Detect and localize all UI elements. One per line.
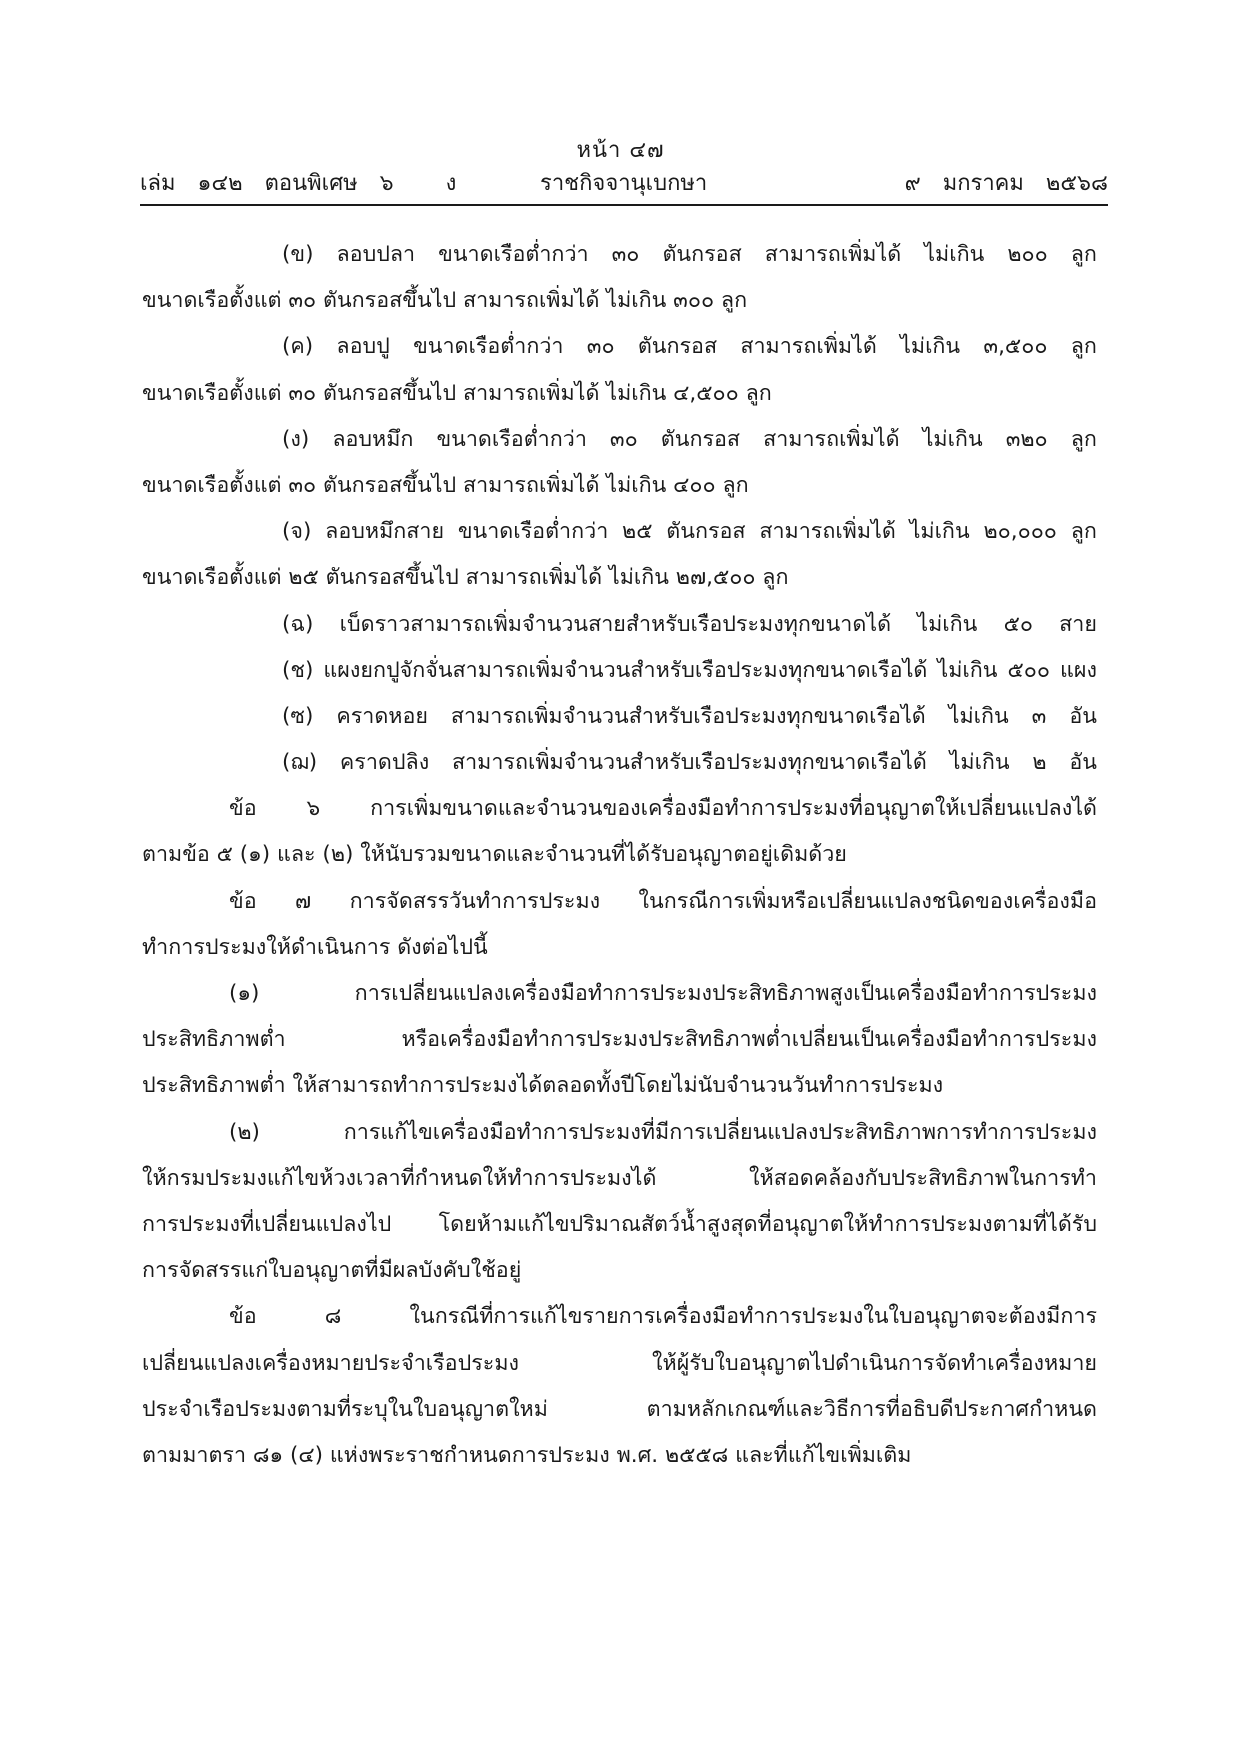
text-word: ๓๐	[586, 334, 615, 360]
text-word: ๕๐๐	[1007, 657, 1051, 683]
text-word: ๓๒๐	[1005, 426, 1048, 452]
text-line	[142, 1433, 1097, 1479]
text-line-content: ขนาดเรือตั้งแต่ ๓๐ ตันกรอสขึ้นไป สามารถเพิ่มได้ ไม่เกิน ๔๐๐ ลูก	[142, 472, 749, 498]
text-line	[142, 324, 1097, 370]
text-word: ตันกรอส	[662, 242, 742, 267]
issue-info	[140, 165, 456, 200]
text-word: (ข)	[282, 242, 314, 267]
text-line-content: ทำการประมงให้ดำเนินการ ดังต่อไปนี้	[142, 934, 488, 960]
text-word: ไม่เกิน	[948, 703, 1009, 729]
text-word: แผงยกปูจักจั่นสามารถเพิ่มจำนวนสำหรับเรือประมงทุกขนาดเรือได้	[323, 657, 928, 683]
text-word: ไม่เกิน	[949, 750, 1010, 776]
section-letter: ง	[445, 171, 457, 196]
text-word: หรือเครื่องมือทำการประมงประสิทธิภาพต่ำเปลี่ยนเป็นเครื่องมือทำการประมง	[401, 1027, 1097, 1053]
text-word: ไม่เกิน	[924, 242, 985, 267]
text-word: ลอบหมึก	[332, 426, 414, 452]
text-word: ไม่เกิน	[900, 334, 961, 360]
text-word: ๗	[295, 888, 312, 914]
text-word: ๓๐	[611, 242, 640, 267]
text-word: ในกรณีการเพิ่มหรือเปลี่ยนแปลงชนิดของเครื่องมือ	[638, 888, 1097, 914]
text-word: การจัดสรรวันทำการประมง	[349, 888, 601, 914]
text-word: (จ)	[282, 519, 312, 545]
text-line	[142, 786, 1097, 832]
text-word: ไม่เกิน	[922, 426, 983, 452]
text-word: สามารถเพิ่มจำนวนสำหรับเรือประมงทุกขนาดเรือได้	[450, 703, 926, 729]
text-word: ให้สอดคล้องกับประสิทธิภาพในการทำ	[749, 1165, 1097, 1191]
text-word: ขนาดเรือต่ำกว่า	[413, 334, 564, 360]
text-line-content: ขนาดเรือตั้งแต่ ๓๐ ตันกรอสขึ้นไป สามารถเพิ่มได้ ไม่เกิน ๓๐๐ ลูก	[142, 288, 748, 314]
text-line	[142, 1110, 1097, 1156]
text-line	[142, 1063, 1097, 1109]
text-word: ประจำเรือประมงตามที่ระบุในใบอนุญาตใหม่	[142, 1396, 548, 1422]
text-line	[142, 1156, 1097, 1202]
text-line	[142, 879, 1097, 925]
text-word: โดยห้ามแก้ไขปริมาณสัตว์น้ำสูงสุดที่อนุญาตให้ทำการประมงตามที่ได้รับ	[438, 1211, 1097, 1237]
document-body	[142, 232, 1097, 1479]
text-word: การแก้ไขเครื่องมือทำการประมงที่มีการเปลี่ยนแปลงประสิทธิภาพการทำการประมง	[343, 1119, 1097, 1145]
text-word: เบ็ดราวสามารถเพิ่มจำนวนสายสำหรับเรือประมงทุกขนาดได้	[339, 611, 892, 637]
text-word: ขนาดเรือต่ำกว่า	[457, 519, 609, 545]
text-line	[142, 1017, 1097, 1063]
text-word: ไม่เกิน	[917, 611, 978, 637]
text-line	[142, 509, 1097, 555]
text-word: ๓,๕๐๐	[983, 334, 1048, 360]
text-word: แผง	[1060, 657, 1097, 683]
text-word: ๒๐๐	[1007, 242, 1048, 267]
text-word: คราดหอย	[336, 703, 428, 729]
text-word: อัน	[1069, 703, 1097, 729]
text-word: ตันกรอส	[637, 334, 718, 360]
text-line	[142, 1294, 1097, 1340]
text-line-content: ขนาดเรือตั้งแต่ ๒๕ ตันกรอสขึ้นไป สามารถเพิ่มได้ ไม่เกิน ๒๗,๕๐๐ ลูก	[142, 565, 789, 591]
text-word: สามารถเพิ่มได้	[763, 426, 900, 452]
text-word: การประมงที่เปลี่ยนแปลงไป	[142, 1211, 392, 1237]
gazette-header	[140, 170, 1108, 206]
text-word: ๘	[324, 1304, 342, 1330]
text-line-content: ขนาดเรือตั้งแต่ ๓๐ ตันกรอสขึ้นไป สามารถเพิ่มได้ ไม่เกิน ๔,๕๐๐ ลูก	[142, 380, 772, 406]
text-word: ๓๐	[609, 426, 638, 452]
issue-number: ๖	[379, 171, 394, 196]
text-word: สามารถเพิ่มจำนวนสำหรับเรือประมงทุกขนาดเรือได้	[451, 750, 927, 776]
text-line	[142, 232, 1097, 278]
text-word: ขนาดเรือต่ำกว่า	[438, 242, 589, 267]
text-line	[142, 555, 1097, 601]
publication-name: ราชกิจจานุเบกษา	[540, 171, 708, 196]
text-word: ตันกรอส	[666, 519, 746, 545]
text-line	[142, 1341, 1097, 1387]
text-word: ตามหลักเกณฑ์และวิธีการที่อธิบดีประกาศกำหนด	[646, 1396, 1097, 1422]
text-word: ให้ผู้รับใบอนุญาตไปดำเนินการจัดทำเครื่องหมาย	[652, 1350, 1097, 1376]
text-word: ลอบปลา	[336, 242, 416, 267]
text-word: ข้อ	[229, 888, 257, 914]
text-line	[142, 648, 1097, 694]
text-word: ไม่เกิน	[909, 519, 970, 545]
text-line	[142, 971, 1097, 1017]
text-word: สามารถเพิ่มได้	[759, 519, 896, 545]
text-word: สาย	[1059, 611, 1097, 637]
text-line	[142, 1248, 1097, 1294]
text-line-content: ตามข้อ ๕ (๑) และ (๒) ให้นับรวมขนาดและจำนวนที่ได้รับอนุญาตอยู่เดิมด้วย	[142, 842, 847, 868]
page-number: หน้า ๔๗	[576, 138, 665, 163]
text-word: การเปลี่ยนแปลงเครื่องมือทำการประมงประสิทธิภาพสูงเป็นเครื่องมือทำการประมง	[354, 981, 1097, 1006]
text-word: เปลี่ยนแปลงเครื่องหมายประจำเรือประมง	[142, 1350, 519, 1376]
text-word: ๒๕	[622, 519, 653, 545]
text-word: ประสิทธิภาพต่ำ	[142, 1027, 286, 1053]
text-word: ลูก	[1070, 426, 1097, 452]
text-word: ข้อ	[229, 796, 257, 822]
text-word: คราดปลิง	[339, 750, 430, 776]
text-word: ให้กรมประมงแก้ไขห้วงเวลาที่กำหนดให้ทำการประมงได้	[142, 1165, 657, 1191]
text-word: ลูก	[1070, 334, 1097, 360]
text-word: ๖	[306, 796, 321, 822]
text-word: (๑)	[229, 981, 260, 1006]
text-word: ลูก	[1070, 519, 1097, 545]
text-line-content: ประสิทธิภาพต่ำ ให้สามารถทำการประมงได้ตลอดทั้งปีโดยไม่นับจำนวนวันทำการประมง	[142, 1073, 944, 1099]
text-word: (ช)	[282, 657, 314, 683]
text-word: (ค)	[282, 334, 314, 360]
text-line-content: การจัดสรรแก่ใบอนุญาตที่มีผลบังคับใช้อยู่	[142, 1258, 522, 1284]
date-day: ๙	[904, 171, 921, 196]
text-line	[142, 740, 1097, 786]
text-word: (ฉ)	[282, 611, 314, 637]
text-line	[142, 602, 1097, 648]
volume-label: เล่ม	[140, 171, 176, 196]
text-word: ข้อ	[229, 1304, 257, 1330]
text-word: ๒๐,๐๐๐	[983, 519, 1057, 545]
text-word: ตันกรอส	[660, 426, 741, 452]
text-line	[142, 417, 1097, 463]
text-word: (ง)	[282, 426, 310, 452]
text-line	[142, 371, 1097, 417]
text-line	[142, 832, 1097, 878]
text-word: (ซ)	[282, 703, 314, 729]
publication-date	[905, 165, 1108, 200]
text-line-content: ตามมาตรา ๘๑ (๔) แห่งพระราชกำหนดการประมง พ.ศ. ๒๕๕๘ และที่แก้ไขเพิ่มเติม	[142, 1442, 912, 1468]
text-word: ลอบปู	[336, 334, 390, 360]
text-line	[142, 694, 1097, 740]
text-line	[142, 1387, 1097, 1433]
text-line	[142, 925, 1097, 971]
text-word: ลอบหมึกสาย	[325, 519, 445, 545]
date-month: มกราคม	[942, 171, 1024, 196]
text-word: ๒	[1032, 750, 1047, 776]
text-word: ๕๐	[1003, 611, 1033, 637]
issue-label: ตอนพิเศษ	[264, 171, 358, 196]
volume-number: ๑๔๒	[197, 171, 243, 196]
text-word: (๒)	[229, 1119, 260, 1145]
text-line	[142, 1202, 1097, 1248]
text-word: สามารถเพิ่มได้	[740, 334, 877, 360]
text-line	[142, 463, 1097, 509]
text-word: ไม่เกิน	[937, 657, 998, 683]
text-line	[142, 278, 1097, 324]
text-word: ในกรณีที่การแก้ไขรายการเครื่องมือทำการประมงในใบอนุญาตจะต้องมีการ	[409, 1304, 1097, 1330]
text-word: ลูก	[1070, 242, 1097, 267]
text-word: (ฌ)	[282, 750, 318, 776]
text-word: สามารถเพิ่มได้	[764, 242, 902, 267]
text-word: ๓	[1031, 703, 1047, 729]
text-word: การเพิ่มขนาดและจำนวนของเครื่องมือทำการประมงที่อนุญาตให้เปลี่ยนแปลงได้	[370, 796, 1097, 822]
text-word: ขนาดเรือต่ำกว่า	[436, 426, 587, 452]
date-year: ๒๕๖๘	[1045, 171, 1108, 196]
text-word: อัน	[1069, 750, 1097, 776]
